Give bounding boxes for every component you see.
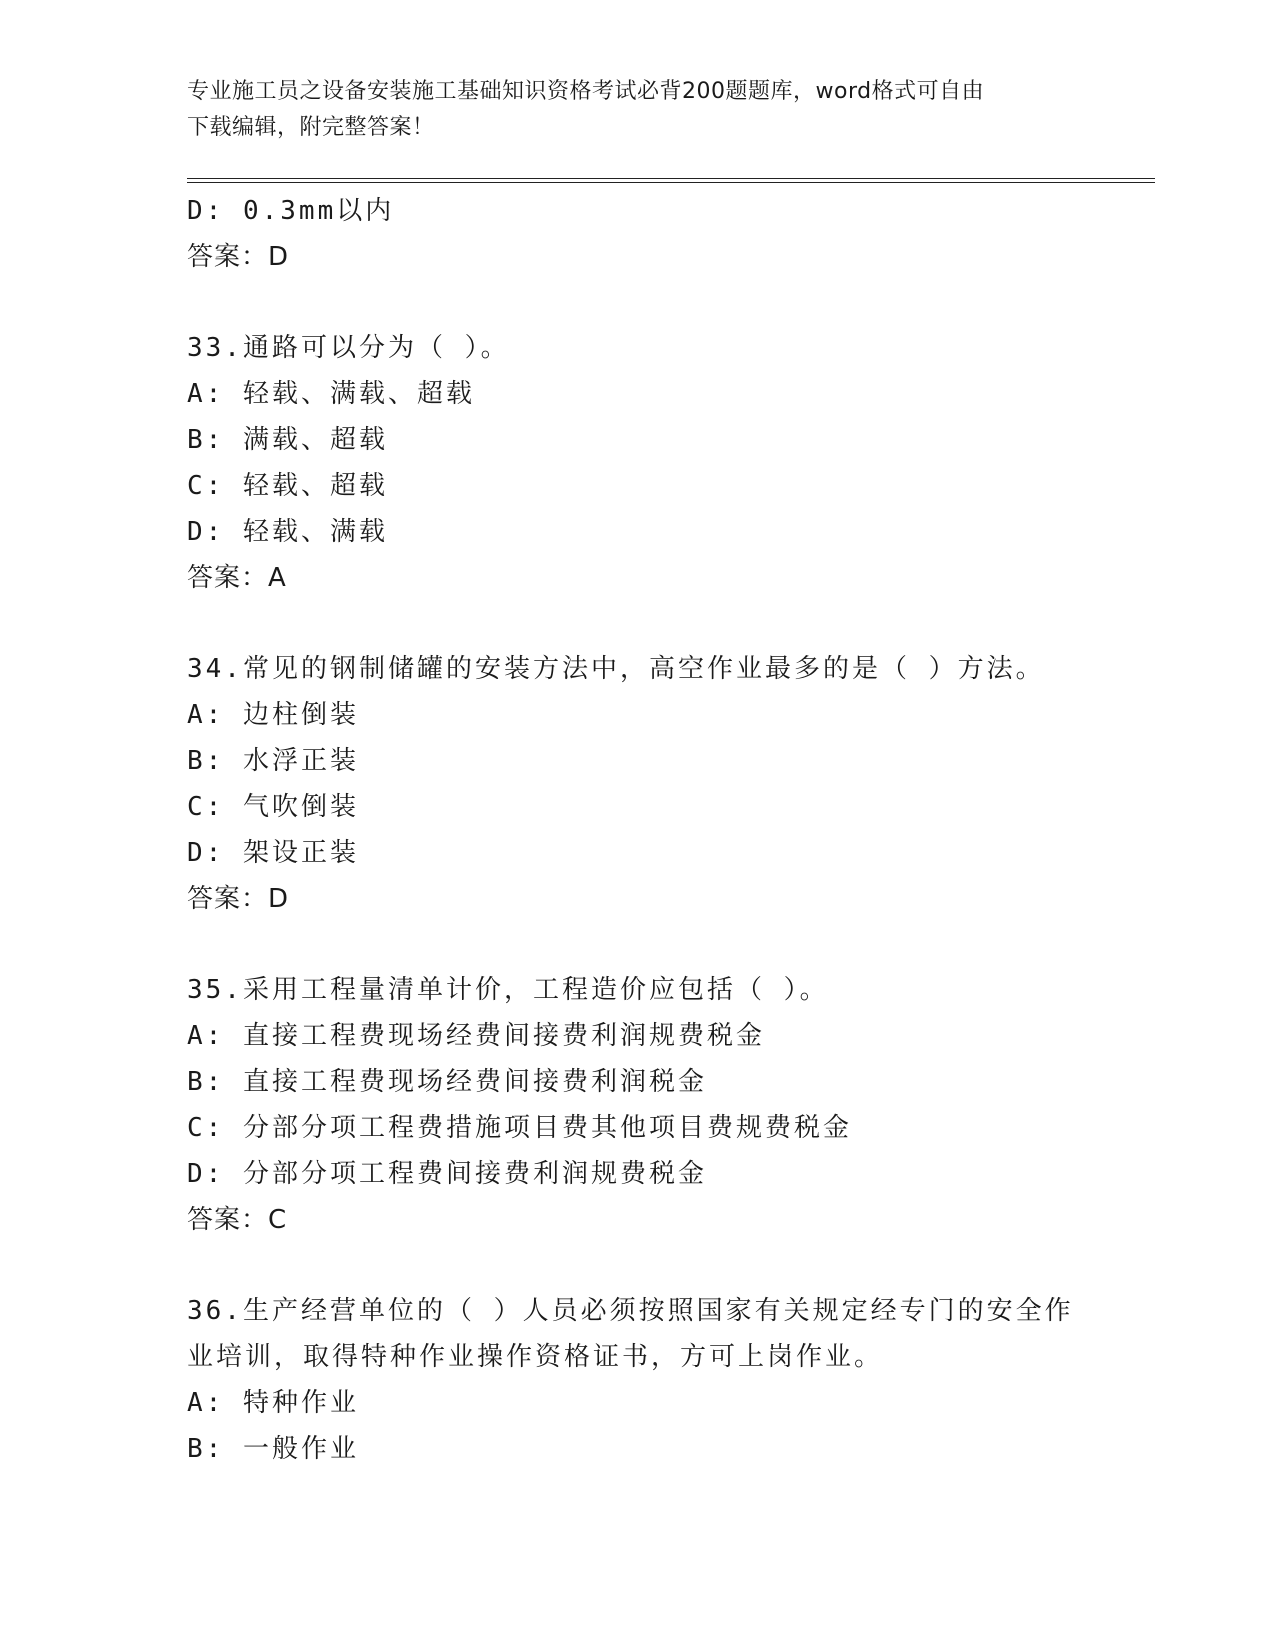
header-rule	[187, 178, 1155, 183]
question-stem: 36.生产经营单位的（ ）人员必须按照国家有关规定经专门的安全作	[187, 1296, 1074, 1326]
question-stem-continued: 业培训，取得特种作业操作资格证书，方可上岗作业。	[187, 1342, 884, 1372]
option-b: B: 满载、超载	[187, 425, 388, 455]
question-stem: 34.常见的钢制储罐的安装方法中，高空作业最多的是（ ）方法。	[187, 654, 1045, 684]
spacer	[187, 1243, 1155, 1288]
question-stem: 33.通路可以分为（ ）。	[187, 333, 510, 363]
option-c: C: 分部分项工程费措施项目费其他项目费规费税金	[187, 1113, 852, 1143]
answer: 答案：D	[187, 242, 290, 272]
option-b: B: 水浮正装	[187, 746, 359, 776]
option-d: D: 架设正装	[187, 838, 359, 868]
page-header	[187, 74, 1087, 146]
answer: 答案：A	[187, 563, 287, 593]
question-stem: 35.采用工程量清单计价，工程造价应包括（ ）。	[187, 975, 829, 1005]
question-36	[187, 1288, 1155, 1472]
option-b: B: 一般作业	[187, 1434, 359, 1464]
option-a: A: 轻载、满载、超载	[187, 379, 475, 409]
option-a: A: 直接工程费现场经费间接费利润规费税金	[187, 1021, 765, 1051]
option-c: C: 气吹倒装	[187, 792, 359, 822]
question-35	[187, 967, 1155, 1243]
question-33	[187, 325, 1155, 601]
option-d: D: 0.3mm以内	[187, 196, 395, 226]
header-line-2: 下载编辑，附完整答案！	[187, 115, 435, 140]
option-d: D: 分部分项工程费间接费利润规费税金	[187, 1159, 707, 1189]
option-a: A: 特种作业	[187, 1388, 359, 1418]
spacer	[187, 922, 1155, 967]
spacer	[187, 280, 1155, 325]
header-line-1: 专业施工员之设备安装施工基础知识资格考试必背200题题库，word格式可自由	[187, 79, 985, 104]
option-b: B: 直接工程费现场经费间接费利润税金	[187, 1067, 707, 1097]
option-a: A: 边柱倒装	[187, 700, 359, 730]
answer: 答案：C	[187, 1205, 288, 1235]
option-d: D: 轻载、满载	[187, 517, 388, 547]
spacer	[187, 601, 1155, 646]
document-body	[187, 188, 1155, 1472]
answer: 答案：D	[187, 884, 290, 914]
option-c: C: 轻载、超载	[187, 471, 388, 501]
question-34	[187, 646, 1155, 922]
